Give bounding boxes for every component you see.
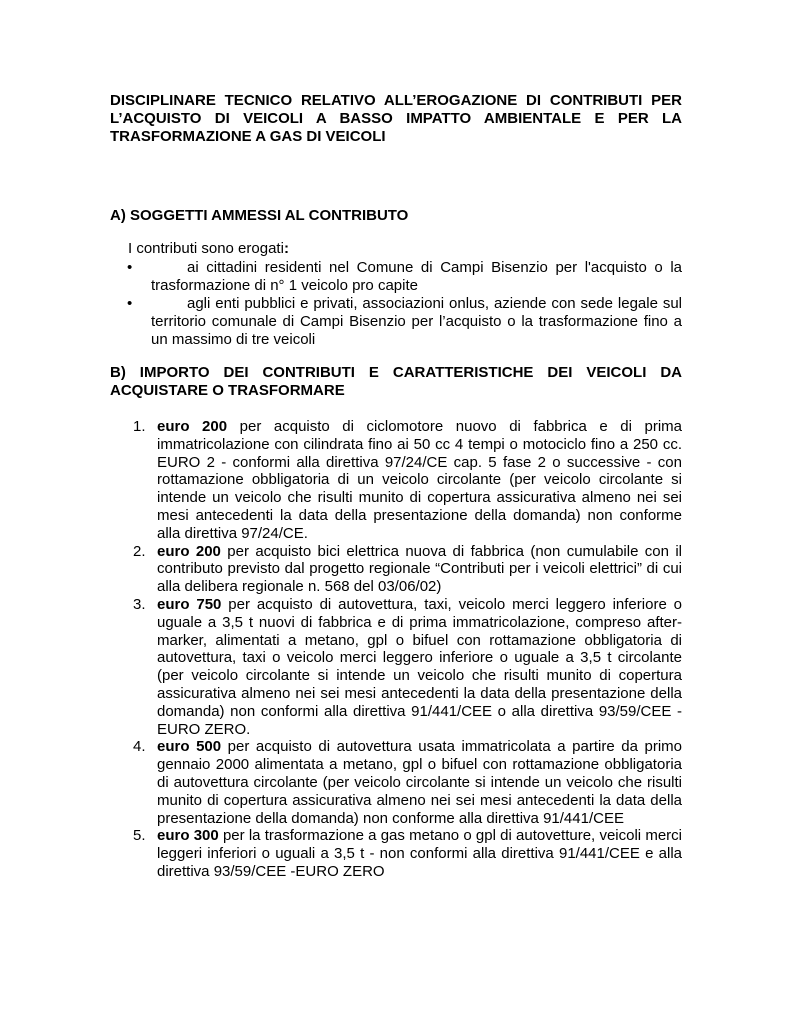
list-item-number: 5. [133,827,146,845]
bullet-icon: • [127,295,133,312]
section-b-heading: B) IMPORTO DEI CONTRIBUTI E CARATTERISTICHE DEI VEICOLI DA ACQUISTARE O TRASFORMARE [110,364,682,399]
list-item [110,738,682,827]
list-item-number: 3. [133,595,146,613]
list-item-number: 2. [133,542,146,560]
list-item-number: 4. [133,738,146,756]
list-item-text: agli enti pubblici e privati, associazioni onlus, aziende con sede legale sul territorio comunale di Campi Bisenzio per l’acquisto o la trasformazione fino a un massimo di tre veicoli [151,295,682,348]
document-page [110,92,682,881]
contribution-amount: euro 750 [157,595,222,613]
list-item-text: per acquisto di autovettura usata immatricolata a partire da primo gennaio 2000 alimentata a metano, gpl o bifuel con rottamazione obbligatoria di autovettura circolante (per veicolo circolante si intende un veicolo che risulti munito di copertura assicurativa almeno nei sei mesi antecedenti la data della presentazione della domanda) non conforme alla direttiva 91/441/CEE [157,738,682,827]
list-item-number: 1. [133,418,146,435]
bullet-icon: • [127,259,133,276]
list-item-text: per acquisto bici elettrica nuova di fabbrica (non cumulabile con il contributo previsto dal progetto regionale “Contributi per i veicoli elettrici” di cui alla delibera regionale n. 568 del 03/06/02) [157,542,683,596]
contribution-amount: euro 300 [157,827,219,845]
contribution-amount: euro 200 [157,418,228,435]
list-item [110,596,682,738]
contribution-amounts-list [110,418,682,881]
list-item [110,259,682,295]
list-item [110,295,682,349]
list-item-text: ai cittadini residenti nel Comune di Campi Bisenzio per l'acquisto o la trasformazione di n° 1 veicolo pro capite [151,259,682,294]
section-a-intro [128,240,682,258]
eligible-subjects-list [110,259,682,349]
list-item-text: per acquisto di autovettura, taxi, veicolo merci leggero inferiore o uguale a 3,5 t nuovi di fabbrica e di prima immatricolazione, compreso after-marker, alimentati a metano, gpl o bifuel con rottamazione obbligatoria di autovettura, taxi o veicolo merci leggero inferiore o uguale a 3,5 t circolante (per veicolo circolante si intende un veicolo che risulti munito di copertura assicurativa almeno nei sei mesi antecedenti la data della presentazione della domanda) non conformi alla direttiva 91/441/CEE o alla direttiva 93/59/CEE -EURO ZERO. [157,595,682,738]
document-title: DISCIPLINARE TECNICO RELATIVO ALL’EROGAZIONE DI CONTRIBUTI PER L’ACQUISTO DI VEICOLI A BASSO IMPATTO AMBIENTALE E PER LA TRASFORMAZIONE A GAS DI VEICOLI [110,92,682,145]
list-item [110,827,682,880]
list-item-text: per la trasformazione a gas metano o gpl di autovetture, veicoli merci leggeri inferiori o uguali a 3,5 t - non conformi alla direttiva 91/441/CEE e alla direttiva 93/59/CEE -EURO ZERO [157,827,682,880]
section-a-intro-text: I contributi sono erogati [128,240,284,257]
list-item [110,418,682,543]
contribution-amount: euro 200 [157,542,221,560]
list-item-text: per acquisto di ciclomotore nuovo di fabbrica e di prima immatricolazione con cilindrata fino ai 50 cc 4 tempi o motociclo fino a 250 cc. EURO 2 - conformi alla direttiva 97/24/CE cap. 5 fase 2 o successive - con rottamazione obbligatoria di un veicolo circolante (per veicolo circolante si intende un veicolo che risulti munito di copertura assicurativa almeno nei sei mesi antecedenti la data della presentazione della domanda) non conforme alla direttiva 97/24/CE. [157,418,682,542]
section-a-heading: A) SOGGETTI AMMESSI AL CONTRIBUTO [110,207,409,224]
section-a-intro-colon: : [283,240,289,257]
contribution-amount: euro 500 [157,738,222,756]
list-item [110,543,682,596]
